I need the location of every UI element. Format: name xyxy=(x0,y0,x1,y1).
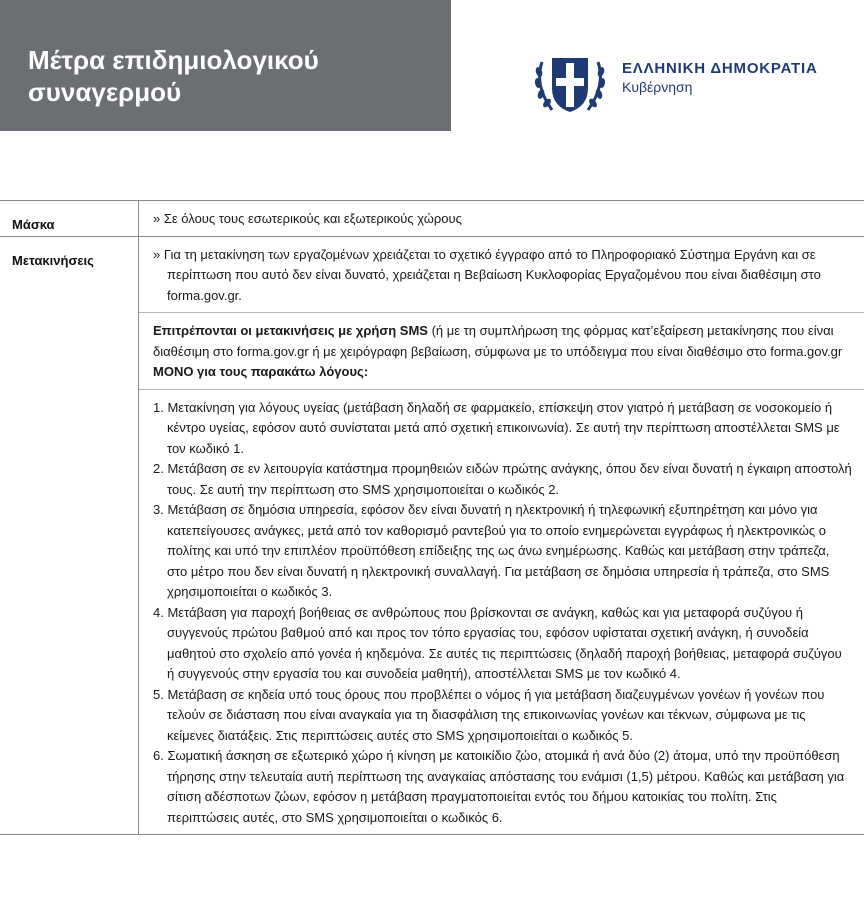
measures-table xyxy=(0,200,864,835)
sms-rule-heading: Επιτρέπονται οι μετακινήσεις με χρήση SMS xyxy=(153,323,428,338)
row-label-mask: Μάσκα xyxy=(0,201,139,237)
sms-rule-text: (ή με τη συμπλήρωση της φόρμας κατ’εξαίρεση μετακίνησης που είναι διαθέσιμη στο forma.gov.gr ή με χειρόγραφη βεβαίωση, σύμφωνα με το υπόδειγμα που είναι διαθέσιμο στο forma.gov.gr xyxy=(153,323,843,359)
row-content-mask xyxy=(139,201,864,237)
list-item: 6. Σωματική άσκηση σε εξωτερικό χώρο ή κίνηση με κατοικίδιο ζώο, ατομικά ή ανά δύο (2) άτομα, υπό την προϋπόθεση τήρησης στην τελευταία αυτή περίπτωση της αναγκαίας απόστασης του ενάμισι (1,5) μέτρου. Καθώς και μετάβαση για σίτιση αδέσποτων ζώων, εφόσον η μετάβαση πραγματοποιείται εντός του δήμου κατοικίας του πολίτη. Στις περιπτώσεις αυτές, στο SMS χρησιμοποιείται ο κωδικός 6. xyxy=(153,748,845,825)
movement-intro-block xyxy=(139,237,864,314)
reasons-list xyxy=(153,398,852,829)
movement-intro-text: » Για τη μετακίνηση των εργαζομένων χρειάζεται το σχετικό έγγραφο από το Πληροφοριακό Σύστημα Εργάνη και σε περίπτωση που αυτό δεν είναι δυνατό, χρειάζεται η Βεβαίωση Κυκλοφορίας Εργαζομένου που είναι διαθέσιμη στο forma.gov.gr. xyxy=(153,246,821,303)
government-subtitle: Κυβέρνηση xyxy=(622,79,693,95)
page-title-line-1: Μέτρα επιδημιολογικού xyxy=(28,45,319,75)
government-wordmark xyxy=(622,60,818,96)
page-title-line-2: συναγερμού xyxy=(28,77,182,107)
greek-coat-of-arms-icon xyxy=(530,50,610,120)
row-content-movement xyxy=(139,236,864,835)
mask-text: » Σε όλους τους εσωτερικούς και εξωτερικούς χώρους xyxy=(153,211,462,226)
table-row-mask xyxy=(0,201,864,237)
list-item: 1. Μετακίνηση για λόγους υγείας (μετάβαση δηλαδή σε φαρμακείο, επίσκεψη στον γιατρό ή μετάβαση σε νοσοκομείο ή κέντρο υγείας, εφόσον αυτό συνίσταται μετά από σχετική επικοινωνία). Σε αυτή την περίπτωση αποστέλλεται SMS με τον κωδικό 1. xyxy=(153,399,840,456)
list-item: 4. Μετάβαση για παροχή βοήθειας σε ανθρώπους που βρίσκονται σε ανάγκη, καθώς και για μεταφορά συζύγου ή συγγενούς πρώτου βαθμού από και προς τον τόπο εργασίας του, εφόσον υφίσταται σχετική ανάγκη, ή συνοδεία μαθητού στο σχολείο από γονέα ή κηδεμόνα. Σε αυτές τις περιπτώσεις (δηλαδή παροχή βοήθειας, μεταφορά συζύγου ή συγγενούς στην εργασία του και συνοδεία μαθητή), αποστέλλεται SMS με τον κωδικό 4. xyxy=(153,604,842,681)
sms-rule-only: ΜΟΝΟ για τους παρακάτω λόγους: xyxy=(153,364,369,379)
government-name: ΕΛΛΗΝΙΚΗ ΔΗΜΟΚΡΑΤΙΑ xyxy=(622,60,818,77)
row-label-movement: Μετακινήσεις xyxy=(0,236,139,835)
list-item: 5. Μετάβαση σε κηδεία υπό τους όρους που προβλέπει ο νόμος ή για μετάβαση διαζευγμένων γονέων ή γονέων που τελούν σε διάσταση που είναι αναγκαία για τη διασφάλιση της επικοινωνίας γονέων και τέκνων, σύμφωνα με τις κείμενες διατάξεις. Στις περιπτώσεις αυτές στο SMS χρησιμοποιείται ο κωδικός 5. xyxy=(153,686,825,743)
list-item: 2. Μετάβαση σε εν λειτουργία κατάστημα προμηθειών ειδών πρώτης ανάγκης, όπου δεν είναι δυνατή η έγκαιρη αποστολή τους. Σε αυτή την περίπτωση στο SMS χρησιμοποιείται ο κωδικός 2. xyxy=(153,461,852,497)
mask-text-block xyxy=(139,201,864,236)
sms-rules-block xyxy=(139,313,864,390)
table-row-movement xyxy=(0,236,864,835)
title-banner xyxy=(0,0,451,131)
reasons-block xyxy=(139,390,864,835)
list-item: 3. Μετάβαση σε δημόσια υπηρεσία, εφόσον δεν είναι δυνατή η ηλεκτρονική ή τηλεφωνική εξυπηρέτηση και μόνο για κατεπείγουσες ανάγκες, μετά από τον καθορισμό ραντεβού για το οποίο ενημερώνεται εγγράφως ή ηλεκτρονικώς ο πολίτης και υπό την επιπλέον προϋπόθεση επίδειξης της ως άνω ενημέρωσης. Καθώς και μετάβαση στην τράπεζα, στο μέτρο που δεν είναι δυνατή η ηλεκτρονική συναλλαγή. Για μετάβαση σε δημόσια υπηρεσία ή τράπεζα, στο SMS χρησιμοποιείται ο κωδικός 3. xyxy=(153,502,830,599)
